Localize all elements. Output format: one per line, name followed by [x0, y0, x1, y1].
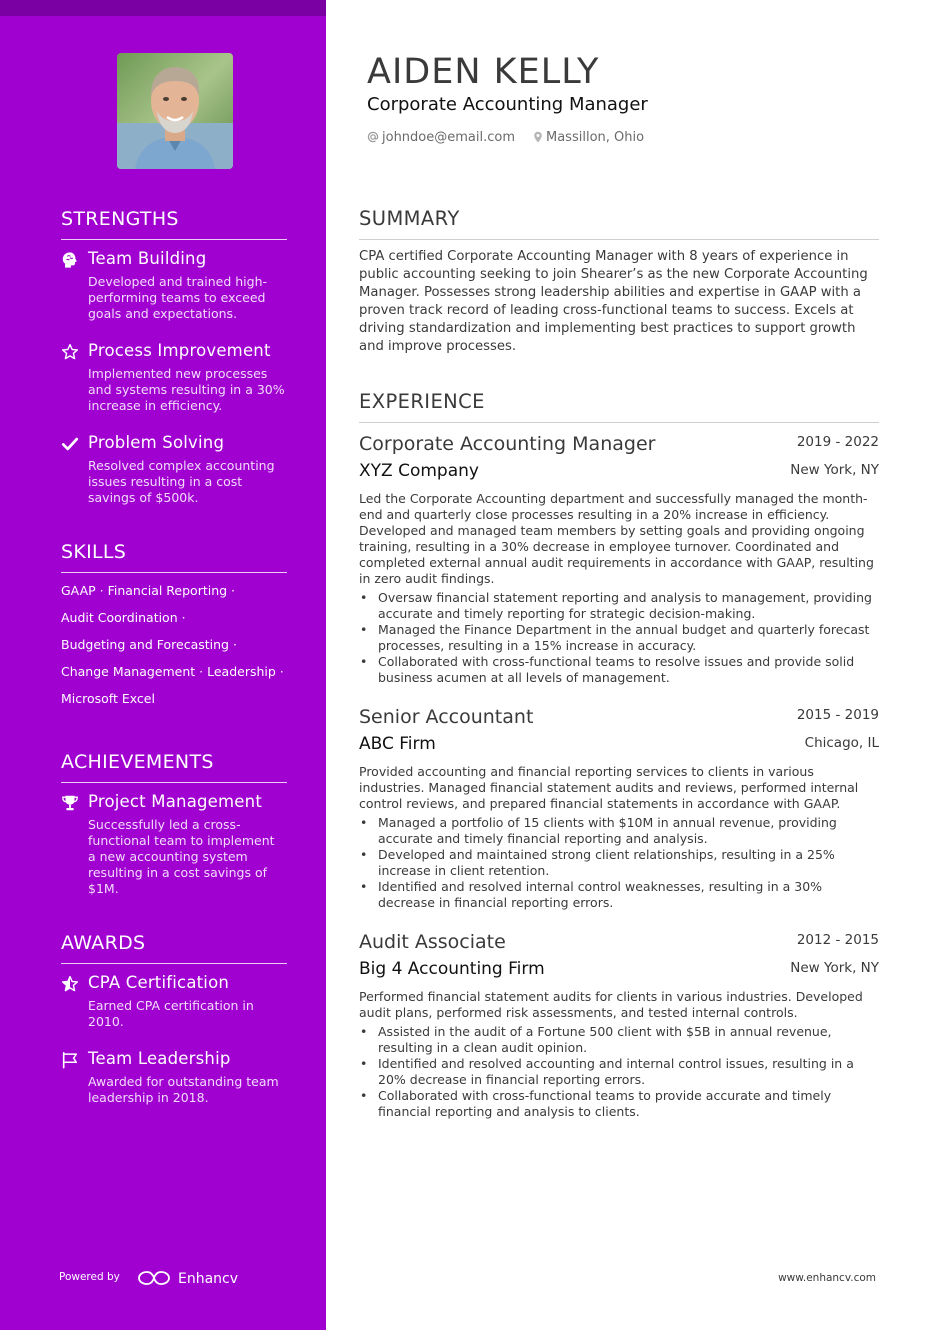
- sidebar-top-bar: [0, 0, 326, 16]
- job-company: XYZ Company: [359, 461, 479, 481]
- awards-heading: AWARDS: [61, 930, 287, 964]
- check-icon: [61, 435, 79, 453]
- job-description: Performed financial statement audits for clients in various industries. Developed audit plans, performed risk assessments, and tested internal controls.: [359, 989, 863, 1020]
- award-description: Earned CPA certification in 2010.: [88, 998, 254, 1029]
- candidate-name: AIDEN KELLY: [367, 52, 600, 92]
- profile-photo: [117, 53, 233, 169]
- contact-email[interactable]: [367, 129, 515, 146]
- job-bullet: • Identified and resolved accounting and internal control issues, resulting in a 20% decrease in financial reporting errors.: [359, 1056, 879, 1088]
- job-bullets: [359, 815, 879, 911]
- job-bullet: • Collaborated with cross-functional teams to resolve issues and provide solid business acumen at all levels of management.: [359, 654, 879, 686]
- job-bullet: • Collaborated with cross-functional teams to provide accurate and timely financial reporting and analysis to clients.: [359, 1088, 879, 1120]
- brain-icon: [61, 251, 79, 269]
- job-bullets: [359, 590, 879, 686]
- job-bullet: • Identified and resolved internal control weaknesses, resulting in a 30% decrease in financial reporting errors.: [359, 879, 879, 911]
- footer-url-link[interactable]: www.enhancv.com: [778, 1272, 876, 1284]
- strength-description: Implemented new processes and systems resulting in a 30% increase in efficiency.: [88, 366, 285, 413]
- enhancv-logo[interactable]: [138, 1268, 242, 1288]
- job-dates: 2015 - 2019: [796, 707, 879, 723]
- job-description: Provided accounting and financial reporting services to clients in various industries. Managed financial statement audits and reviews, performed internal control reviews, and prepared financial statements in accordance with GAAP.: [359, 764, 859, 811]
- flag-icon: [61, 1051, 79, 1069]
- job-location: Chicago, IL: [804, 735, 879, 751]
- at-icon: [367, 131, 379, 143]
- skill-line: GAAP · Financial Reporting ·: [61, 583, 236, 598]
- job-title: Corporate Accounting Manager: [359, 433, 656, 455]
- location-text: Massillon, Ohio: [546, 130, 645, 145]
- star-half-icon: [61, 975, 79, 993]
- brand-name: Enhancv: [178, 1271, 239, 1287]
- strengths-heading: STRENGTHS: [61, 206, 287, 240]
- award-description: Awarded for outstanding team leadership in 2018.: [88, 1074, 279, 1105]
- skill-line: Budgeting and Forecasting ·: [61, 637, 237, 652]
- star-icon: [61, 343, 79, 361]
- strength-description: Resolved complex accounting issues resulting in a cost savings of $500k.: [88, 458, 275, 505]
- job-bullet: • Managed a portfolio of 15 clients with $10M in annual revenue, providing accurate and timely financial reporting and analysis.: [359, 815, 879, 847]
- email-text: johndoe@email.com: [382, 130, 515, 145]
- job-location: New York, NY: [790, 462, 879, 478]
- portrait-image: [117, 53, 233, 169]
- job-dates: 2012 - 2015: [796, 932, 879, 948]
- job-dates: 2019 - 2022: [796, 434, 879, 450]
- trophy-icon: [61, 794, 79, 812]
- job-bullet: • Oversaw financial statement reporting and analysis to management, providing accurate and timely reporting for strategic decision-making.: [359, 590, 879, 622]
- strength-title: Team Building: [88, 249, 207, 268]
- skills-heading: SKILLS: [61, 539, 287, 573]
- job-company: Big 4 Accounting Firm: [359, 959, 545, 979]
- location-pin-icon: [533, 131, 543, 143]
- strength-title: Process Improvement: [88, 341, 271, 360]
- job-title: Audit Associate: [359, 931, 506, 953]
- candidate-role: Corporate Accounting Manager: [367, 94, 648, 115]
- skill-line: Microsoft Excel: [61, 691, 155, 706]
- strength-title: Problem Solving: [88, 433, 225, 452]
- job-location: New York, NY: [790, 960, 879, 976]
- skill-line: Change Management · Leadership ·: [61, 664, 284, 679]
- job-description-block: [359, 491, 879, 686]
- experience-heading: EXPERIENCE: [359, 389, 879, 423]
- job-bullets: [359, 1024, 879, 1120]
- job-bullet: • Developed and maintained strong client relationships, resulting in a 25% increase in client retention.: [359, 847, 879, 879]
- job-bullet: • Assisted in the audit of a Fortune 500 client with $5B in annual revenue, resulting in a clean audit opinion.: [359, 1024, 879, 1056]
- job-company: ABC Firm: [359, 734, 436, 754]
- job-title: Senior Accountant: [359, 706, 534, 728]
- summary-text: CPA certified Corporate Accounting Manager with 8 years of experience in public accounting seeking to join Shearer’s as the new Corporate Accounting Manager. Possesses strong leadership abilities and expertise in GAAP with a proven track record of leading cross-functional teams to success. Excels at driving standardization and implementing best practices to support growth and improve processes.: [359, 249, 868, 354]
- job-bullet: • Managed the Finance Department in the annual budget and quarterly forecast processes, resulting in a 15% increase in accuracy.: [359, 622, 879, 654]
- achievements-heading: ACHIEVEMENTS: [61, 749, 287, 783]
- award-title: CPA Certification: [88, 973, 230, 992]
- achievement-title: Project Management: [88, 792, 262, 811]
- strength-description: Developed and trained high-performing teams to exceed goals and expectations.: [88, 274, 268, 321]
- skill-line: Audit Coordination ·: [61, 610, 186, 625]
- contact-location: [533, 129, 644, 146]
- summary-heading: SUMMARY: [359, 206, 879, 240]
- sidebar: [0, 0, 326, 1330]
- powered-by-label: Powered by: [59, 1271, 120, 1283]
- achievement-description: Successfully led a cross-functional team to implement a new accounting system resulting in a cost savings of $1M.: [88, 817, 275, 896]
- job-description-block: [359, 764, 879, 911]
- job-description-block: [359, 989, 879, 1120]
- award-title: Team Leadership: [88, 1049, 231, 1068]
- job-description: Led the Corporate Accounting department and successfully managed the month-end and quarterly close processes resulting in a 20% increase in efficiency. Developed and managed team members by setting goals and providing ongoing training, resulting in a 30% decrease in employee turnover. Coordinated and completed external annual audit requirements in accordance with GAAP, resulting in zero audit findings.: [359, 491, 874, 586]
